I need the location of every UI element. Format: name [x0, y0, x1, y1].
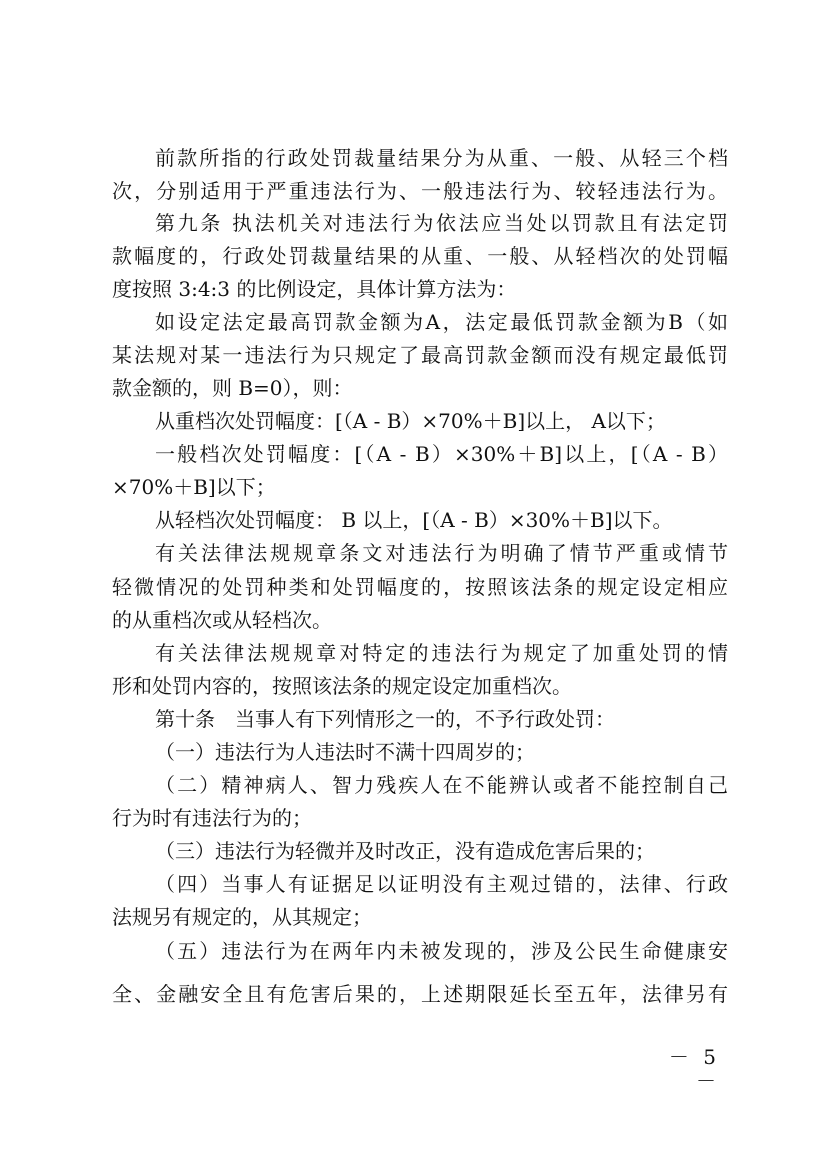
- list-item-line: （三）违法行为轻微并及时改正，没有造成危害后果的；: [155, 839, 655, 863]
- paragraph-line: 前款所指的行政处罚裁量结果分为从重、一般、从轻三个档: [155, 146, 728, 170]
- paragraph-line: 从轻档次处罚幅度： B 以上，[（A - B）×30%＋B]以下。: [155, 508, 673, 532]
- article-heading-line: 第十条 当事人有下列情形之一的，不予行政处罚：: [155, 707, 615, 731]
- paragraph-line: 如设定法定最高罚款金额为A，法定最低罚款金额为B（如: [155, 310, 728, 334]
- paragraph-line: 次，分别适用于严重违法行为、一般违法行为、较轻违法行为。: [112, 179, 728, 203]
- paragraph-line: 有关法律法规规章条文对违法行为明确了情节严重或情节: [155, 541, 728, 565]
- page-number: － 5 －: [668, 1045, 720, 1093]
- paragraph-line: 一般档次处罚幅度：[（A - B）×30%＋B]以上，[（A - B）: [155, 442, 728, 466]
- paragraph-line: 某法规对某一违法行为只规定了最高罚款金额而没有规定最低罚: [112, 343, 728, 367]
- paragraph-line: 款金额的，则 B=0），则：: [112, 376, 353, 400]
- paragraph-line: 第九条 执法机关对违法行为依法应当处以罚款且有法定罚: [155, 211, 728, 235]
- paragraph-line: 度按照 3:4:3 的比例设定，具体计算方法为：: [112, 277, 517, 301]
- paragraph-line: 形和处罚内容的，按照该法条的规定设定加重档次。: [112, 674, 572, 698]
- paragraph-line: 款幅度的，行政处罚裁量结果的从重、一般、从轻档次的处罚幅: [112, 244, 728, 268]
- list-item-line: 全、金融安全且有危害后果的，上述期限延长至五年，法律另有: [112, 982, 728, 1006]
- list-item-line: 行为时有违法行为的；: [112, 806, 312, 830]
- list-item-line: 法规另有规定的，从其规定；: [112, 905, 372, 929]
- list-item-line: （一）违法行为人违法时不满十四周岁的；: [155, 740, 535, 764]
- list-item-line: （四）当事人有证据足以证明没有主观过错的，法律、行政: [155, 872, 728, 896]
- paragraph-line: ×70%＋B]以下；: [112, 475, 276, 499]
- paragraph-line: 轻微情况的处罚种类和处罚幅度的，按照该法条的规定设定相应: [112, 575, 728, 599]
- paragraph-line: 从重档次处罚幅度：[（A - B）×70%＋B]以上， A以下；: [155, 409, 666, 433]
- list-item-line: （二）精神病人、智力残疾人在不能辨认或者不能控制自己: [155, 773, 728, 797]
- list-item-line: （五）违法行为在两年内未被发现的，涉及公民生命健康安: [155, 939, 728, 963]
- paragraph-line: 有关法律法规规章对特定的违法行为规定了加重处罚的情: [155, 641, 728, 665]
- paragraph-line: 的从重档次或从轻档次。: [112, 608, 332, 632]
